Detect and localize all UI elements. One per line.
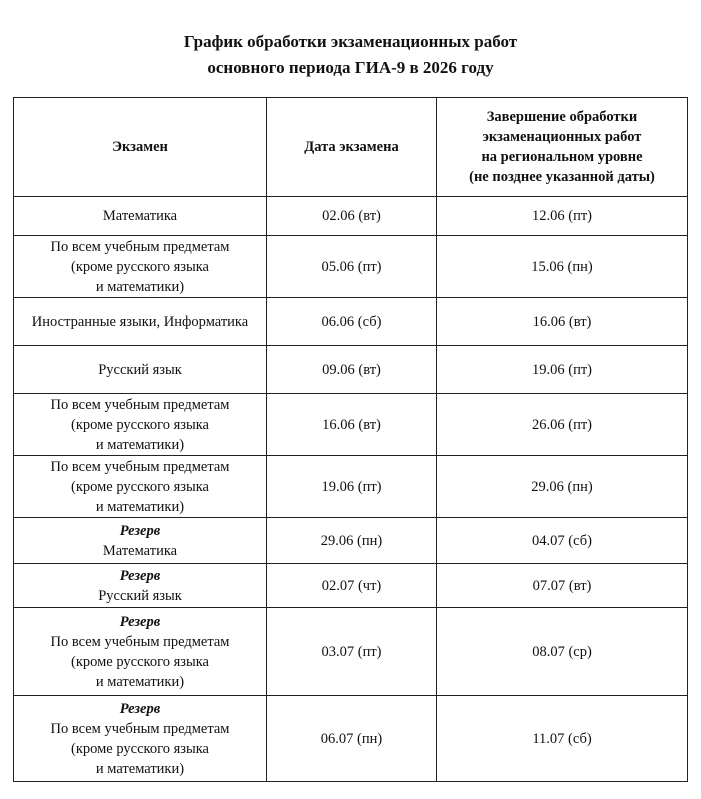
title-line-1: График обработки экзаменационных работ — [183, 32, 518, 51]
completion-date-cell: 16.06 (вт) — [437, 298, 688, 346]
exam-cell — [14, 456, 267, 518]
exam-date-cell: 02.06 (вт) — [267, 197, 437, 236]
completion-date-cell: 04.07 (сб) — [437, 518, 688, 564]
exam-name-line: По всем учебным предметам — [50, 396, 230, 413]
exam-cell — [14, 696, 267, 782]
exam-name-line: (кроме русского языка — [71, 478, 209, 495]
exam-name-line: (кроме русского языка — [71, 258, 209, 275]
table-row — [14, 696, 688, 782]
reserve-label: Резерв — [119, 567, 161, 584]
table-row — [14, 346, 688, 394]
exam-name-line: и математики) — [95, 436, 185, 453]
exam-cell — [14, 608, 267, 696]
completion-date-cell: 11.07 (сб) — [437, 696, 688, 782]
header-completion — [437, 98, 688, 197]
table-row — [14, 608, 688, 696]
exam-date-cell: 19.06 (пт) — [267, 456, 437, 518]
exam-name-line: Математика — [102, 208, 178, 224]
exam-name-line: (кроме русского языка — [71, 653, 209, 670]
completion-date-cell: 07.07 (вт) — [437, 564, 688, 608]
exam-date-cell: 06.07 (пн) — [267, 696, 437, 782]
exam-name-line: Иностранные языки, Информатика — [31, 313, 249, 330]
exam-cell — [14, 564, 267, 608]
exam-name-line: По всем учебным предметам — [50, 633, 230, 650]
reserve-label: Резерв — [119, 522, 161, 539]
table-row — [14, 564, 688, 608]
exam-name-line: и математики) — [95, 278, 185, 295]
reserve-label: Резерв — [119, 700, 161, 717]
exam-name-line: Русский язык — [98, 587, 182, 604]
exam-name-line: и математики) — [95, 498, 185, 515]
schedule-table — [13, 97, 688, 782]
document-title — [0, 29, 701, 81]
exam-date-cell: 05.06 (пт) — [267, 236, 437, 298]
header-completion-line: экзаменационных работ — [482, 129, 642, 145]
table-row — [14, 394, 688, 456]
header-completion-line: на региональном уровне — [481, 149, 643, 165]
exam-name-line: и математики) — [95, 673, 185, 690]
exam-cell — [14, 236, 267, 298]
exam-date-cell: 06.06 (сб) — [267, 298, 437, 346]
completion-date-cell: 15.06 (пн) — [437, 236, 688, 298]
exam-date-cell: 02.07 (чт) — [267, 564, 437, 608]
completion-date-cell: 12.06 (пт) — [437, 197, 688, 236]
table-row — [14, 236, 688, 298]
header-exam: Экзамен — [14, 98, 267, 197]
exam-cell — [14, 298, 267, 346]
exam-name-line: (кроме русского языка — [71, 740, 209, 757]
exam-name-line: Математика — [102, 542, 178, 559]
exam-cell — [14, 346, 267, 394]
exam-name-line: Русский язык — [98, 361, 182, 378]
completion-date-cell: 29.06 (пн) — [437, 456, 688, 518]
table-row — [14, 298, 688, 346]
header-date: Дата экзамена — [267, 98, 437, 197]
reserve-label: Резерв — [119, 613, 161, 630]
exam-name-line: По всем учебным предметам — [50, 238, 230, 255]
table-row — [14, 197, 688, 236]
header-row — [14, 98, 688, 197]
header-completion-line: (не позднее указанной даты) — [469, 169, 655, 185]
exam-date-cell: 03.07 (пт) — [267, 608, 437, 696]
exam-name-line: и математики) — [95, 760, 185, 777]
exam-name-line: По всем учебным предметам — [50, 458, 230, 475]
title-line-2: основного периода ГИА-9 в 2026 году — [207, 58, 494, 77]
schedule-body — [14, 197, 688, 782]
header-completion-line: Завершение обработки — [486, 109, 638, 125]
exam-cell — [14, 394, 267, 456]
exam-date-cell: 16.06 (вт) — [267, 394, 437, 456]
completion-date-cell: 19.06 (пт) — [437, 346, 688, 394]
exam-name-line: По всем учебным предметам — [50, 720, 230, 737]
exam-cell — [14, 197, 267, 236]
table-row — [14, 456, 688, 518]
exam-date-cell: 09.06 (вт) — [267, 346, 437, 394]
table-row — [14, 518, 688, 564]
exam-name-line: (кроме русского языка — [71, 416, 209, 433]
exam-cell — [14, 518, 267, 564]
exam-date-cell: 29.06 (пн) — [267, 518, 437, 564]
completion-date-cell: 26.06 (пт) — [437, 394, 688, 456]
completion-date-cell: 08.07 (ср) — [437, 608, 688, 696]
